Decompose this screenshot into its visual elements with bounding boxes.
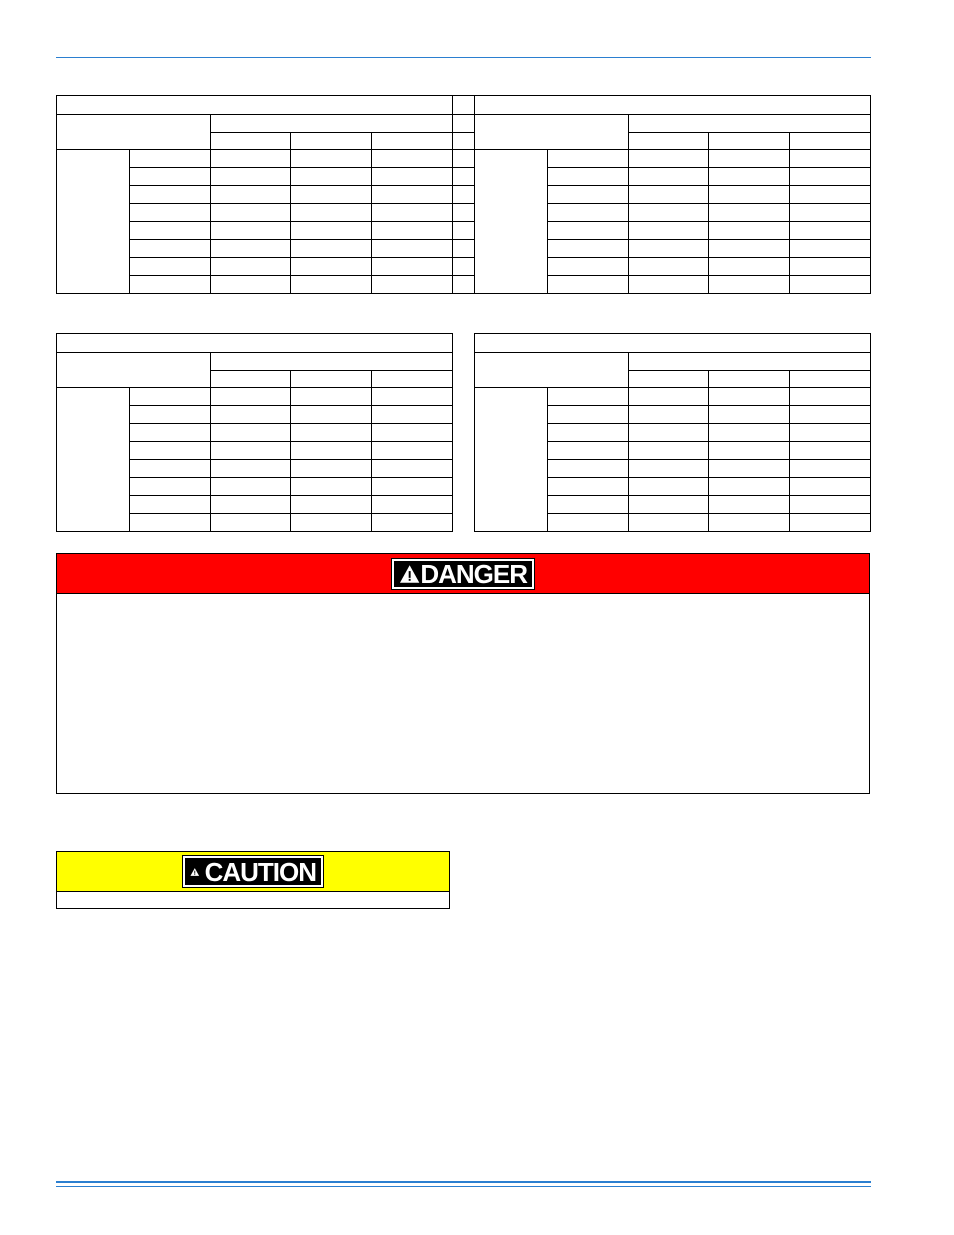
table-cell — [211, 186, 291, 204]
table-cell — [453, 186, 475, 204]
table-cell — [475, 353, 629, 388]
table-cell — [548, 424, 629, 442]
table-cell — [211, 258, 291, 276]
table-cell — [548, 204, 629, 222]
table-cell — [130, 388, 211, 406]
table-cell — [211, 496, 291, 514]
table-cell — [709, 222, 790, 240]
warning-triangle-icon — [190, 862, 200, 882]
table-cell — [548, 460, 629, 478]
warning-triangle-icon — [399, 564, 420, 584]
table-cell — [709, 388, 790, 406]
table-cell — [548, 388, 629, 406]
table-cell — [372, 371, 453, 388]
table-cell — [629, 478, 709, 496]
table-cell — [629, 424, 709, 442]
table-cell — [57, 334, 453, 353]
table-cell — [475, 115, 629, 150]
table-cell — [211, 204, 291, 222]
table-cell — [790, 258, 871, 276]
table-cell — [130, 222, 211, 240]
table-cell — [291, 388, 372, 406]
danger-header-band — [57, 554, 869, 594]
table-cell — [475, 334, 871, 353]
table-cell — [790, 133, 871, 150]
table-cell — [790, 406, 871, 424]
table-cell — [629, 186, 709, 204]
table-cell — [453, 96, 475, 115]
table-cell — [130, 276, 211, 294]
table-cell — [57, 150, 130, 294]
table-cell — [548, 514, 629, 532]
table-cell — [130, 406, 211, 424]
table-cell — [790, 514, 871, 532]
table-cell — [709, 276, 790, 294]
table-cell — [629, 258, 709, 276]
table-cell — [790, 478, 871, 496]
table-cell — [291, 424, 372, 442]
table-cell — [790, 496, 871, 514]
table-cell — [372, 442, 453, 460]
table-cell — [130, 496, 211, 514]
table-cell — [453, 240, 475, 258]
table-cell — [291, 514, 372, 532]
table-cell — [790, 388, 871, 406]
performance-table-bottom-left — [56, 333, 453, 532]
table-cell — [372, 406, 453, 424]
table-cell — [548, 442, 629, 460]
table-cell — [372, 168, 453, 186]
table-cell — [372, 240, 453, 258]
table-cell — [548, 240, 629, 258]
table-cell — [709, 240, 790, 258]
table-cell — [548, 478, 629, 496]
danger-label: DANGER — [420, 558, 527, 589]
table-cell — [130, 478, 211, 496]
table-cell — [372, 186, 453, 204]
table-cell — [57, 353, 211, 388]
table-cell — [211, 222, 291, 240]
performance-table-top-right — [474, 95, 871, 294]
table-cell — [291, 406, 372, 424]
table-cell — [130, 150, 211, 168]
table-cell — [629, 133, 709, 150]
table-cell — [629, 442, 709, 460]
table-cell — [709, 258, 790, 276]
table-cell — [372, 388, 453, 406]
danger-signal-word — [391, 558, 535, 590]
table-divider-column — [452, 95, 475, 294]
table-cell — [130, 168, 211, 186]
table-cell — [291, 222, 372, 240]
table-cell — [372, 133, 453, 150]
table-cell — [790, 240, 871, 258]
table-cell — [709, 150, 790, 168]
table-cell — [211, 133, 291, 150]
table-cell — [372, 424, 453, 442]
table-cell — [291, 496, 372, 514]
table-cell — [629, 460, 709, 478]
table-cell — [790, 204, 871, 222]
table-cell — [57, 115, 211, 150]
performance-table-bottom-right — [474, 333, 871, 532]
table-cell — [211, 371, 291, 388]
table-cell — [130, 460, 211, 478]
table-cell — [130, 186, 211, 204]
table-cell — [211, 514, 291, 532]
table-cell — [211, 168, 291, 186]
footer-rule-thick — [56, 1181, 871, 1183]
table-cell — [709, 371, 790, 388]
table-cell — [790, 168, 871, 186]
table-cell — [453, 150, 475, 168]
table-cell — [629, 371, 709, 388]
table-cell — [291, 442, 372, 460]
table-cell — [709, 496, 790, 514]
table-cell — [291, 460, 372, 478]
table-cell — [211, 388, 291, 406]
table-cell — [130, 514, 211, 532]
table-cell — [629, 514, 709, 532]
performance-table-top-left — [56, 95, 453, 294]
table-cell — [790, 150, 871, 168]
table-cell — [629, 168, 709, 186]
table-cell — [709, 478, 790, 496]
table-cell — [291, 258, 372, 276]
table-cell — [57, 388, 130, 532]
table-cell — [548, 168, 629, 186]
table-cell — [211, 478, 291, 496]
table-cell — [453, 204, 475, 222]
table-cell — [709, 186, 790, 204]
table-cell — [629, 388, 709, 406]
table-cell — [130, 424, 211, 442]
table-cell — [629, 204, 709, 222]
table-cell — [130, 258, 211, 276]
table-cell — [548, 406, 629, 424]
table-cell — [548, 222, 629, 240]
table-cell — [790, 460, 871, 478]
table-cell — [629, 353, 871, 371]
table-cell — [453, 276, 475, 294]
table-cell — [372, 514, 453, 532]
table-cell — [372, 150, 453, 168]
danger-notice — [56, 553, 870, 794]
table-cell — [548, 258, 629, 276]
table-cell — [211, 240, 291, 258]
table-cell — [211, 115, 453, 133]
table-cell — [211, 442, 291, 460]
table-cell — [291, 371, 372, 388]
table-cell — [211, 424, 291, 442]
table-cell — [291, 186, 372, 204]
table-cell — [372, 496, 453, 514]
table-cell — [211, 460, 291, 478]
table-cell — [453, 258, 475, 276]
table-cell — [548, 496, 629, 514]
table-cell — [372, 258, 453, 276]
table-cell — [211, 276, 291, 294]
table-cell — [629, 406, 709, 424]
table-cell — [291, 150, 372, 168]
table-cell — [130, 204, 211, 222]
caution-notice — [56, 851, 450, 909]
table-cell — [790, 371, 871, 388]
table-cell — [57, 96, 453, 115]
table-cell — [629, 222, 709, 240]
table-cell — [548, 276, 629, 294]
table-cell — [709, 424, 790, 442]
table-cell — [629, 276, 709, 294]
table-cell — [372, 478, 453, 496]
table-cell — [130, 442, 211, 460]
table-cell — [291, 478, 372, 496]
table-cell — [372, 276, 453, 294]
table-cell — [629, 240, 709, 258]
table-cell — [629, 115, 871, 133]
table-cell — [709, 406, 790, 424]
table-cell — [475, 388, 548, 532]
table-cell — [291, 133, 372, 150]
table-cell — [453, 115, 475, 133]
table-cell — [629, 496, 709, 514]
table-cell — [291, 204, 372, 222]
table-cell — [453, 222, 475, 240]
caution-header-band — [57, 852, 449, 892]
table-cell — [211, 406, 291, 424]
table-cell — [130, 240, 211, 258]
table-cell — [709, 168, 790, 186]
caution-label: CAUTION — [204, 856, 316, 887]
table-cell — [790, 442, 871, 460]
header-rule — [56, 57, 871, 58]
table-cell — [709, 460, 790, 478]
table-cell — [709, 442, 790, 460]
table-cell — [548, 186, 629, 204]
table-cell — [709, 514, 790, 532]
table-cell — [629, 150, 709, 168]
table-cell — [548, 150, 629, 168]
table-cell — [453, 168, 475, 186]
table-cell — [790, 424, 871, 442]
table-cell — [475, 150, 548, 294]
table-cell — [211, 353, 453, 371]
footer-rule-thin — [56, 1186, 871, 1187]
table-cell — [709, 204, 790, 222]
table-cell — [790, 222, 871, 240]
table-cell — [453, 133, 475, 150]
table-cell — [372, 204, 453, 222]
table-cell — [291, 240, 372, 258]
table-cell — [475, 96, 871, 115]
table-cell — [291, 168, 372, 186]
table-cell — [291, 276, 372, 294]
table-cell — [372, 460, 453, 478]
table-cell — [790, 186, 871, 204]
table-cell — [709, 133, 790, 150]
table-cell — [790, 276, 871, 294]
table-cell — [211, 150, 291, 168]
caution-signal-word — [182, 855, 324, 888]
table-cell — [372, 222, 453, 240]
